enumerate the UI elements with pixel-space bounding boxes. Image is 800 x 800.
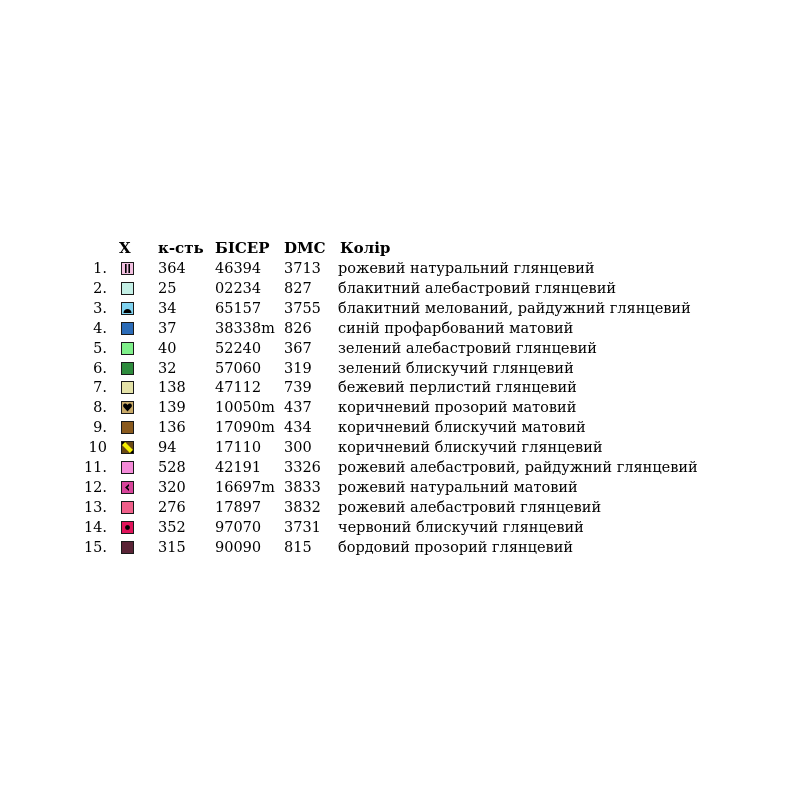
table-row	[0, 538, 800, 558]
row-number: 11.	[83, 460, 107, 476]
bead-code-cell: 42191	[215, 460, 262, 476]
color-name-cell: зелений алебастровий глянцевий	[338, 340, 597, 357]
table-row	[0, 518, 800, 538]
row-number: 14.	[83, 519, 107, 536]
row-number: 4.	[93, 320, 107, 337]
chevron-left-icon	[121, 481, 134, 494]
row-number: 13.	[83, 499, 107, 516]
quantity-cell: 37	[158, 320, 177, 337]
half-circle-icon	[121, 302, 134, 315]
color-swatch	[121, 421, 134, 434]
quantity-cell: 138	[158, 380, 186, 397]
color-name-cell: синій профарбований матовий	[338, 320, 574, 337]
dot-icon	[121, 521, 134, 534]
dmc-code-cell: 434	[284, 420, 312, 437]
table-row	[0, 438, 800, 458]
table-row	[0, 398, 800, 418]
color-name-cell: коричневий блискучий глянцевий	[338, 440, 603, 457]
quantity-cell: 94	[158, 440, 177, 457]
dmc-code-cell: 827	[284, 280, 312, 297]
row-number: 12.	[83, 479, 107, 496]
table-row	[0, 319, 800, 339]
row-number: 8.	[93, 400, 107, 417]
row-number: 3.	[93, 300, 107, 317]
bead-code-cell: 02234	[215, 280, 262, 297]
diagonal-bar-icon	[121, 441, 134, 454]
bead-code-cell: 52240	[215, 340, 262, 357]
color-name-cell: червоний блискучий глянцевий	[338, 519, 584, 536]
dmc-code-cell: 826	[284, 320, 312, 337]
color-swatch	[121, 461, 134, 474]
quantity-cell: 528	[158, 460, 186, 476]
table-row	[0, 498, 800, 518]
dmc-code-cell: 3833	[284, 479, 321, 496]
color-name-cell: рожевий алебастровий глянцевий	[338, 499, 602, 516]
quantity-cell: 315	[158, 539, 186, 556]
row-number: 2.	[93, 280, 107, 297]
dmc-code-cell: 3326	[284, 460, 321, 476]
quantity-cell: 352	[158, 519, 186, 536]
color-name-cell: бордовий прозорий глянцевий	[338, 539, 574, 556]
row-number: 15.	[83, 539, 107, 556]
color-name-cell: коричневий блискучий матовий	[338, 420, 586, 437]
bead-code-cell: 17897	[215, 499, 262, 516]
table-row	[0, 478, 800, 498]
table-row	[0, 259, 800, 279]
color-swatch	[121, 342, 134, 355]
header-symbol: X	[119, 239, 131, 257]
quantity-cell: 364	[158, 261, 186, 277]
bead-code-cell: 38338m	[215, 320, 275, 337]
dmc-code-cell: 3755	[284, 300, 321, 317]
bead-code-cell: 10050m	[215, 400, 275, 417]
color-swatch	[121, 282, 134, 295]
color-name-cell: зелений блискучий глянцевий	[338, 360, 574, 377]
header-quantity: к-сть	[158, 239, 204, 257]
color-name-cell: коричневий прозорий матовий	[338, 400, 577, 417]
color-swatch	[121, 381, 134, 394]
table-row	[0, 359, 800, 379]
table-row	[0, 299, 800, 319]
table-row	[0, 418, 800, 438]
dmc-code-cell: 3731	[284, 519, 321, 536]
color-swatch	[121, 322, 134, 335]
dmc-code-cell: 367	[284, 340, 312, 357]
color-name-cell: блакитний алебастровий глянцевий	[338, 280, 617, 297]
dmc-code-cell: 300	[284, 440, 312, 457]
color-name-cell: рожевий натуральний глянцевий	[338, 261, 595, 277]
color-swatch	[121, 541, 134, 554]
table-row	[0, 279, 800, 299]
bead-code-cell: 65157	[215, 300, 262, 317]
quantity-cell: 25	[158, 280, 177, 297]
table-row	[0, 378, 800, 398]
bead-code-cell: 16697m	[215, 479, 275, 496]
color-swatch	[121, 501, 134, 514]
table-row	[0, 339, 800, 359]
bead-code-cell: 90090	[215, 539, 262, 556]
quantity-cell: 40	[158, 340, 177, 357]
dmc-code-cell: 319	[284, 360, 312, 377]
bead-code-cell: 47112	[215, 380, 262, 397]
color-name-cell: блакитний мелований, райдужний глянцевий	[338, 300, 691, 317]
dmc-code-cell: 437	[284, 400, 312, 417]
row-number: 1.	[93, 261, 107, 277]
color-name-cell: бежевий перлистий глянцевий	[338, 380, 577, 397]
quantity-cell: 276	[158, 499, 186, 516]
bead-code-cell: 97070	[215, 519, 262, 536]
quantity-cell: 32	[158, 360, 177, 377]
row-number: 5.	[93, 340, 107, 357]
row-number: 9.	[93, 420, 107, 437]
dmc-code-cell: 815	[284, 539, 312, 556]
row-number: 10	[88, 440, 107, 457]
header-dmc: DMC	[284, 239, 326, 257]
bead-code-cell: 46394	[215, 261, 262, 277]
heart-icon	[121, 401, 134, 414]
dmc-code-cell: 3832	[284, 499, 321, 516]
vertical-bars-icon	[121, 262, 134, 275]
color-name-cell: рожевий алебастровий, райдужний глянцевий	[338, 460, 698, 476]
row-number: 7.	[93, 380, 107, 397]
color-name-cell: рожевий натуральний матовий	[338, 479, 578, 496]
table-header	[0, 238, 800, 258]
row-number: 6.	[93, 360, 107, 377]
header-color: Колір	[340, 239, 391, 257]
table-row	[0, 458, 800, 478]
quantity-cell: 139	[158, 400, 186, 417]
color-swatch	[121, 362, 134, 375]
dmc-code-cell: 739	[284, 380, 312, 397]
header-bead: БІСЕР	[215, 239, 270, 257]
bead-code-cell: 57060	[215, 360, 262, 377]
dmc-code-cell: 3713	[284, 261, 321, 277]
bead-code-cell: 17090m	[215, 420, 275, 437]
quantity-cell: 34	[158, 300, 177, 317]
bead-code-cell: 17110	[215, 440, 262, 457]
quantity-cell: 320	[158, 479, 186, 496]
quantity-cell: 136	[158, 420, 186, 437]
